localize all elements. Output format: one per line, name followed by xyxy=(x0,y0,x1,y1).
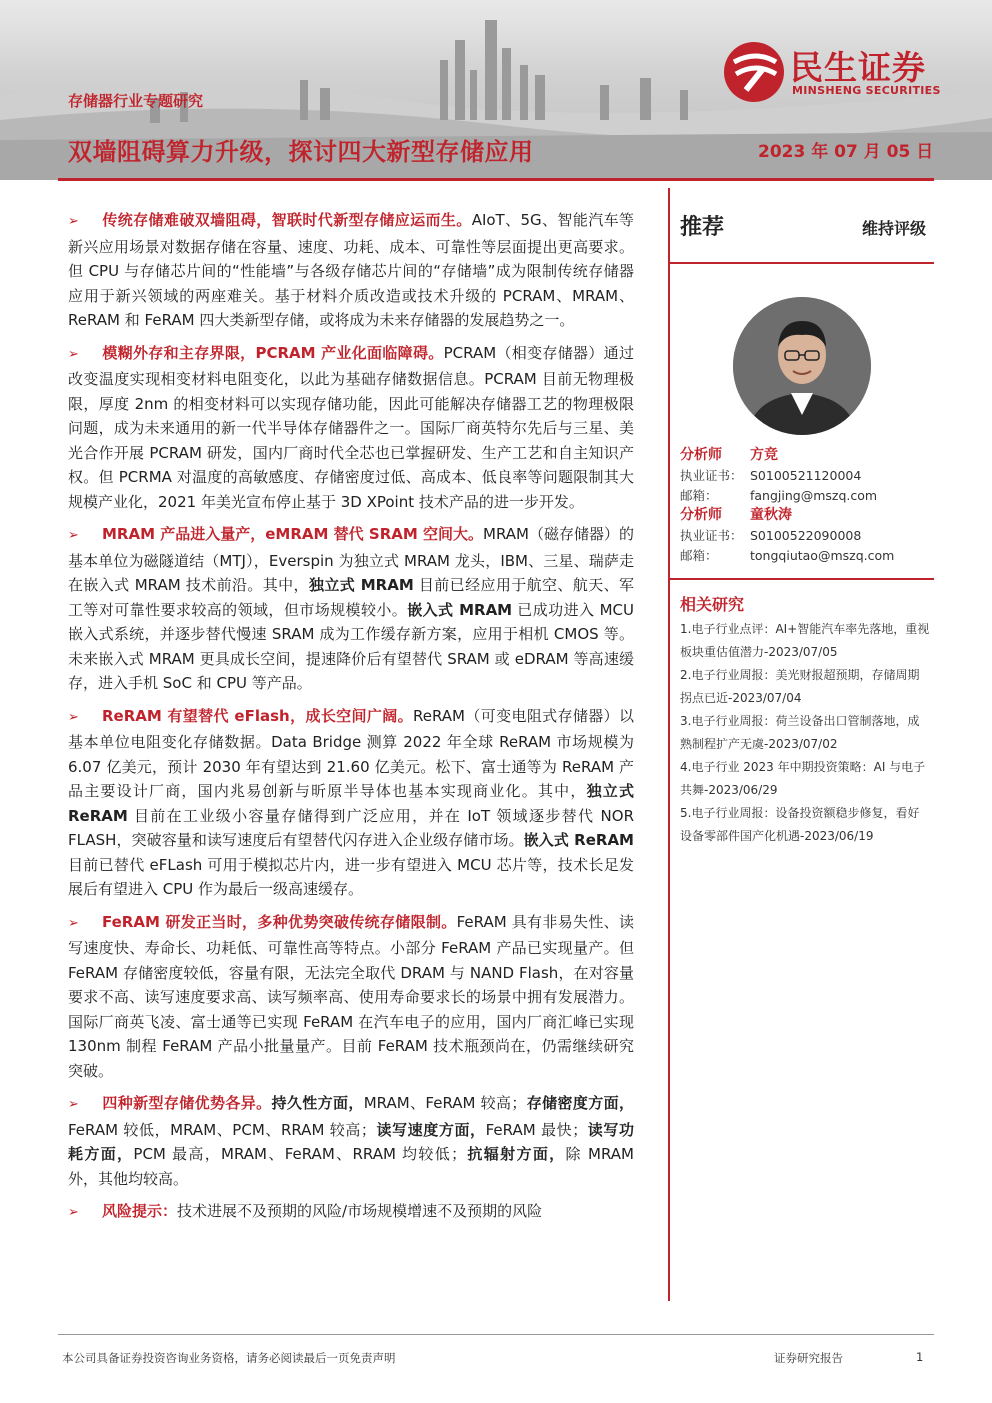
email-label: 邮箱： xyxy=(680,488,718,503)
paragraph-lead: MRAM 产品进入量产，eMRAM 替代 SRAM 空间大。 xyxy=(102,525,484,543)
cert-number: S0100522090008 xyxy=(750,528,862,543)
related-research-item[interactable]: 1.电子行业点评：AI+智能汽车率先落地，重视板块重估值潜力-2023/07/05 xyxy=(680,622,930,659)
bullet-arrow-icon: ➢ xyxy=(68,709,79,725)
paragraph-text: PCM 最高，MRAM、FeRAM、RRAM 均较低； xyxy=(133,1145,467,1163)
paragraph-text: 目前已经应用于航空、航天、军工等对可靠性要求较高的领域，但市场规模较小。 xyxy=(68,576,634,619)
header-banner xyxy=(0,0,992,180)
related-research-item[interactable]: 4.电子行业 2023 年中期投资策略：AI 与电子共舞-2023/06/29 xyxy=(680,760,926,797)
related-divider xyxy=(668,578,934,580)
cert-number: S0100521120004 xyxy=(750,468,862,483)
analyst-role: 分析师 xyxy=(680,507,722,523)
paragraph-text: 目前在工业级小容量存储得到广泛应用，并在 IoT 领域逐步替代 NOR FLASH，突破容量和读写速度后有望替代闪存进入企业级存储市场。 xyxy=(68,806,634,849)
risk-paragraph xyxy=(68,1199,634,1226)
paragraph-text: FeRAM 具有非易失性、读写速度快、寿命长、功耗低、可靠性高等特点。小部分 FeRAM 产品已实现量产。但 FeRAM 存储密度较低，容量有限，无法完全取代 DRAM 与 NAND Flash，在对容量要求不高、读写速度要求高、读写频率高、使用寿命要求长的场景中拥有发展潜力。国际厂商英飞凌、富士通等已实现 FeRAM 在汽车电子的应用，国内厂商汇峰已实现 130nm 制程 FeRAM 产品小批量量产。目前 FeRAM 技术瓶颈尚在，仍需继续研究突破。 xyxy=(68,912,635,1080)
analyst-2-header xyxy=(680,504,792,524)
logo-text-en: MINSHENG SECURITIES xyxy=(792,84,941,97)
paragraph-bold: 抗辐射方面， xyxy=(466,1145,566,1163)
related-research-title: 相关研究 xyxy=(680,595,745,614)
paragraph-bold: 独立式 MRAM xyxy=(308,576,414,594)
analyst-name: 童秋涛 xyxy=(750,507,792,523)
email-address[interactable]: tongqiutao@mszq.com xyxy=(750,548,895,563)
related-research-list xyxy=(680,618,930,848)
paragraph-lead: 模糊外存和主存界限，PCRAM 产业化面临障碍。 xyxy=(102,343,444,362)
bullet-arrow-icon: ➢ xyxy=(68,346,79,362)
paragraph-text: PCRAM（相变存储器）通过改变温度实现相变材料电阻变化，以此为基础存储数据信息。PCRAM 目前无物理极限，厚度 2nm 的相变材料可以实现存储功能，因此可能解决存储器工艺的物理极限问题，成为未来通用的新一代半导体存储器件之一。国际厂商英特尔先后与三星、美光合作开展 PCRAM 研发，国内厂商时代全芯也已掌握研发、生产工艺和自主知识产权。但 PCRMA 对温度的高敏感度、存储密度过低、高成本、低良率等问题限制其大规模产业化，2021 年美光宣布停止基于 3D XPoint 技术产品的进一步开发。 xyxy=(68,343,634,511)
header-divider xyxy=(58,178,934,181)
rating-divider xyxy=(668,262,934,264)
paragraph-lead: 传统存储难破双墙阻碍，智联时代新型存储应运而生。 xyxy=(102,211,472,229)
bullet-arrow-icon: ➢ xyxy=(68,528,79,543)
summary-paragraph xyxy=(68,1091,634,1191)
logo-mark-icon xyxy=(722,40,786,104)
person-portrait-icon xyxy=(733,297,871,435)
paragraph-text: 已成功进入 MCU 嵌入式系统，并逐步替代慢速 SRAM 成为工作缓存新方案，应用于相机 CMOS 等。未来嵌入式 MRAM 更具成长空间，提速降价后有望替代 SRAM 或 eDRAM 等高速缓存，进入手机 SoC 和 CPU 等产品。 xyxy=(68,600,634,692)
column-divider xyxy=(668,188,670,1301)
rating-status: 维持评级 xyxy=(861,219,926,238)
footer-divider xyxy=(58,1334,934,1335)
analyst-name: 方竞 xyxy=(750,447,778,463)
paragraph-bold: 存储密度方面， xyxy=(526,1094,634,1112)
paragraph-text: MRAM（磁存储器）的基本单位为磁隧道结（MTJ），Everspin 为独立式 MRAM 龙头，IBM、三星、瑞萨走在嵌入式 MRAM 技术前沿。其中， xyxy=(68,525,634,594)
related-research-item[interactable]: 3.电子行业周报：荷兰设备出口管制落地，成熟制程扩产无虞-2023/07/02 xyxy=(680,714,920,751)
paragraph-bold: 读写速度方面， xyxy=(375,1120,486,1139)
paragraph-bold: 独立式 ReRAM xyxy=(68,782,634,825)
rating-box xyxy=(680,208,934,258)
minsheng-logo xyxy=(722,40,962,104)
email-address[interactable]: fangjing@mszq.com xyxy=(750,488,878,503)
paragraph-lead: ReRAM 有望替代 eFlash，成长空间广阔。 xyxy=(102,706,413,725)
cert-label: 执业证书： xyxy=(680,528,743,543)
paragraph-text: AIoT、5G、智能汽车等新兴应用场景对数据存储在容量、速度、功耗、成本、可靠性等层面提出更高要求。但 CPU 与存储芯片间的“性能墙”与各级存储芯片间的“存储墙”成为限制传统存储器应用于新兴领域的两座难关。基于材料介质改造或技术升级的 PCRAM、MRAM、ReRAM 和 FeRAM 四大类新型存储，或将成为未来存储器的发展趋势之一。 xyxy=(68,211,634,329)
paragraph-bold: 嵌入式 MRAM xyxy=(407,600,513,619)
bullet-arrow-icon: ➢ xyxy=(68,1097,79,1112)
analyst-2-cert xyxy=(680,526,861,544)
analyst-1-cert xyxy=(680,466,861,484)
paragraph-text: 除 MRAM 外，其他均较高。 xyxy=(68,1145,634,1188)
summary-paragraph xyxy=(68,910,634,1084)
summary-paragraph xyxy=(68,208,634,333)
report-category: 存储器行业专题研究 xyxy=(68,92,204,110)
analyst-1-header xyxy=(680,444,778,464)
summary-paragraph xyxy=(68,341,634,515)
paragraph-lead: FeRAM 研发正当时，多种优势突破传统存储限制。 xyxy=(102,912,457,931)
paragraph-text: FeRAM 较低，MRAM、PCM、RRAM 较高； xyxy=(68,1120,376,1139)
footer-disclaimer: 本公司具备证券投资咨询业务资格，请务必阅读最后一页免责声明 xyxy=(62,1351,396,1365)
report-title: 双墙阻碍算力升级，探讨四大新型存储应用 xyxy=(68,138,534,166)
paragraph-bold: 读写功耗方面， xyxy=(68,1120,634,1163)
paragraph-lead: 四种新型存储优势各异。 xyxy=(102,1094,272,1112)
logo-text-cn: 民生证券 xyxy=(790,48,926,87)
analyst-1-email xyxy=(680,486,877,504)
rating-label: 推荐 xyxy=(680,215,725,240)
related-research-item[interactable]: 2.电子行业周报：美光财报超预期，存储周期拐点已近-2023/07/04 xyxy=(680,668,920,705)
report-date: 2023 年 07 月 05 日 xyxy=(758,142,934,162)
summary-paragraph xyxy=(68,522,634,696)
bullet-arrow-icon: ➢ xyxy=(68,214,79,229)
analyst-2-email xyxy=(680,546,894,564)
email-label: 邮箱： xyxy=(680,548,718,563)
summary-paragraph xyxy=(68,704,634,902)
paragraph-text: MRAM、FeRAM 较高； xyxy=(363,1094,527,1112)
page-number: 1 xyxy=(916,1350,924,1364)
risk-text: 技术进展不及预期的风险/市场规模增速不及预期的风险 xyxy=(177,1202,543,1220)
paragraph-bold: 持久性方面， xyxy=(271,1094,364,1112)
bullet-arrow-icon: ➢ xyxy=(68,915,79,931)
footer-doc-type: 证券研究报告 xyxy=(774,1351,843,1365)
paragraph-text: ReRAM（可变电阻式存储器）以基本单位电阻变化存储数据。Data Bridge 测算 2022 年全球 ReRAM 市场规模为 6.07 亿美元，预计 2030 年有望达到 21.60 亿美元。松下、富士通等为 ReRAM 产品主要设计厂商，国内兆易创新与昕原半导体也基本实现商业化。其中， xyxy=(68,706,634,800)
paragraph-text: 目前已替代 eFLash 可用于模拟芯片内，进一步有望进入 MCU 芯片等，技术长足发展后有望进入 CPU 作为最后一级高速缓存。 xyxy=(68,855,634,898)
analyst-avatar xyxy=(733,297,871,435)
risk-lead: 风险提示： xyxy=(102,1202,178,1220)
summary-body xyxy=(68,208,634,1234)
paragraph-text: FeRAM 最快； xyxy=(485,1120,588,1139)
analyst-role: 分析师 xyxy=(680,447,722,463)
cert-label: 执业证书： xyxy=(680,468,743,483)
bullet-arrow-icon: ➢ xyxy=(68,1205,79,1220)
related-research-item[interactable]: 5.电子行业周报：设备投资额稳步修复，看好设备零部件国产化机遇-2023/06/19 xyxy=(680,806,920,843)
paragraph-bold: 嵌入式 ReRAM xyxy=(523,831,634,849)
